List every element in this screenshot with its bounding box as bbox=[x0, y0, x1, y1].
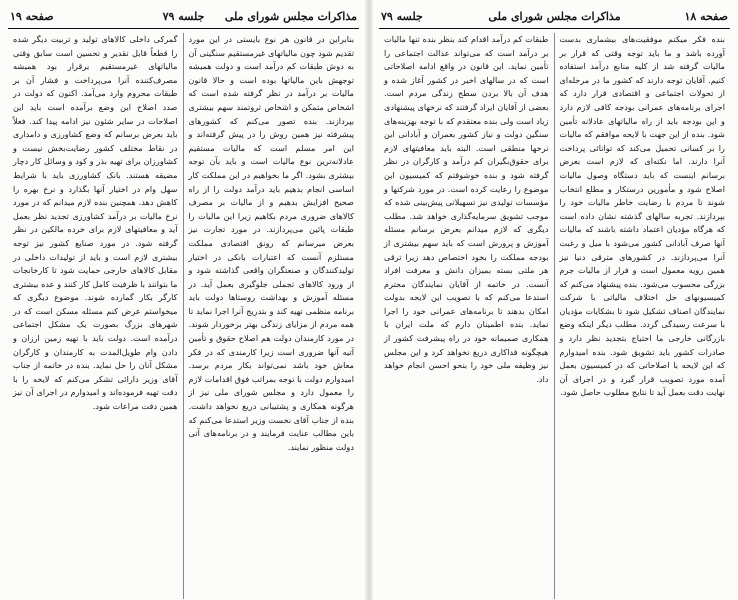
page-title: مذاکرات مجلس شورای ملی bbox=[488, 10, 621, 23]
column-text: بنابراین در قانون هر نوع بایستی در این مورد تقدیم شود چون مالیاتهای غیرمستقیم سنگینی آن به دوش طبقات کم درآمد است و دولت همیشه توجهش باین مالیاتها بوده است و حالا قانون مالیات بر درآمد در نظر گرفته شده است که اشخاص متمکن و اشخاص ثروتمند سهم بیشتری بپردازند. بنده تصور می‌کنم که کشورهای پیشرفته نیز همین روش را در پیش گرفته‌اند و این امر مسلم است که مالیات مستقیم عادلانه‌ترین نوع مالیات است و باید بآن توجه بیشتری بشود. اگر ما بخواهیم در این مملکت کار اساسی انجام بدهیم باید درآمد دولت را از راه صحیح افزایش بدهیم و از مالیات بر مصرف کالاهای ضروری مردم بکاهیم زیرا این مالیات را طبقات پائین می‌پردازند. در مورد تجارت نیز بعرض میرسانم که رونق اقتصادی مملکت مستلزم آنست که اعتبارات بانکی در اختیار تولیدکنندگان و صنعتگران واقعی گذاشته شود و از ورود کالاهای تجملی جلوگیری بعمل آید. در مسئله آموزش و بهداشت روستاها دولت باید برنامه منظمی تهیه کند و بتدریج آنرا اجرا نماید تا همه مردم از مزایای زندگی بهتر برخوردار شوند. در مورد کارمندان دولت هم اصلاح حقوق و تأمین آتیه آنها ضروری است زیرا کارمندی که در فکر معاش خود باشد نمی‌تواند بکار مردم برسد. امیدوارم دولت با توجه بمراتب فوق اقدامات لازم را معمول دارد و مجلس شورای ملی نیز از هرگونه همکاری و پشتیبانی دریغ نخواهد داشت. بنده از جناب آقای نخست وزیر استدعا می‌کنم که باین مطالب عنایت فرمایند و در برنامه‌های آتی دولت منظور نمایند. bbox=[188, 34, 354, 452]
text-column bbox=[8, 33, 184, 599]
column-text: گمرکی داخلی کالاهای تولید و تربیت دیگر شده را قطعاً قابل تقدیر و تحسین است سابق وقتی مالیاتهای غیرمستقیم برقرار بود همیشه مصرف‌کننده آنرا می‌پرداخت و فشار آن بر طبقات محروم وارد می‌آمد. اکنون که دولت در صدد اصلاح این وضع برآمده است باید این اصلاحات در سایر شئون نیز ادامه پیدا کند. فعلاً باید بعرض برسانم که وضع کشاورزی و دامداری در نقاط مختلف کشور رضایت‌بخش نیست و کشاورزان برای تهیه بذر و کود و وسائل کار دچار مضیقه هستند. بانک کشاورزی باید با شرایط سهل وام در اختیار آنها بگذارد و نرخ بهره را کاهش دهد. همچنین بنده لازم میدانم که در مورد نرخ مالیات بر درآمد کشاورزی تجدید نظر بعمل آید و معافیتهای لازم برای خرده مالکین در نظر گرفته شود. در مورد صنایع کشور نیز توجه بیشتری لازم است و باید از تولیدات داخلی در مقابل کالاهای خارجی حمایت شود تا کارخانجات ما بتوانند با ظرفیت کامل کار کنند و عده بیشتری کارگر بکار گمارده شوند. موضوع دیگری که میخواستم عرض کنم مسئله مسکن است که در شهرهای بزرگ بصورت یک مشکل اجتماعی درآمده است. دولت باید با تهیه زمین ارزان و دادن وام طویل‌المدت به کارمندان و کارگران مشکل آنان را حل نماید. بنده در خاتمه از جناب آقای وزیر دارائی تشکر می‌کنم که لایحه را با دقت تهیه فرموده‌اند و امیدوارم در اجرای آن نیز همین دقت مراعات شود. bbox=[13, 34, 178, 412]
right-page bbox=[369, 0, 738, 600]
page-number: صفحه ۱۹ bbox=[10, 10, 54, 23]
column-text: طبقات کم درآمد اقدام کند بنظر بنده تنها مالیات بر درآمد است که می‌تواند عدالت اجتماعی را تأمین نماید. این قانون در واقع ادامه اصلاحاتی است که در سالهای اخیر در کشور آغاز شده و هدف آن بالا بردن سطح زندگی مردم است. بعضی از آقایان ایراد گرفتند که نرخهای پیشنهادی زیاد است ولی بنده معتقدم که با توجه بهزینه‌های سنگین دولت و نیاز کشور بعمران و آبادانی این نرخها منطقی است. البته باید معافیتهای لازم برای حقوق‌بگیران کم درآمد و کارگران در نظر گرفته شود و بنده خوشوقتم که کمیسیون این موضوع را رعایت کرده است. در مورد شرکتها و مؤسسات تولیدی نیز تسهیلاتی پیش‌بینی شده که موجب تشویق سرمایه‌گذاری خواهد شد. مطلب دیگری که لازم میدانم بعرض برسانم مسئله آموزش و پرورش است که باید سهم بیشتری از بودجه مملکت را بخود اختصاص دهد زیرا ترقی هر ملتی بسته بمیزان دانش و معرفت افراد آنست. در خاتمه از آقایان نمایندگان محترم استدعا می‌کنم که با تصویب این لایحه بدولت امکان بدهند تا برنامه‌های عمرانی خود را اجرا نماید. بنده اطمینان دارم که ملت ایران با همکاری صمیمانه خود در راه پیشرفت کشور از هیچگونه فداکاری دریغ نخواهد کرد و این مجلس نیز وظیفه ملی خود را بنحو احسن انجام خواهد داد. bbox=[384, 34, 549, 384]
text-column bbox=[379, 33, 555, 599]
right-page-columns bbox=[379, 33, 730, 599]
left-page-columns bbox=[8, 33, 359, 599]
right-page-header bbox=[379, 6, 730, 29]
page-number: صفحه ۱۸ bbox=[684, 10, 728, 23]
session-number: جلسه ۷۹ bbox=[381, 10, 423, 23]
session-number: جلسه ۷۹ bbox=[162, 10, 205, 23]
left-page-header bbox=[8, 6, 359, 29]
column-text: بنده فکر میکنم موفقیت‌های بیشماری بدست آورده باشد و ما باید توجه وقتی که قرار بر مالیات گرفته شد از کلیه منابع درآمد استفاده کنیم. آقایان توجه دارند که کشور ما در مرحله‌ای از تحولات اجتماعی و اقتصادی قرار دارد که اجرای برنامه‌های عمرانی بودجه کافی لازم دارد و این بودجه باید از راه مالیاتهای عادلانه تأمین شود. بنده از این جهت با لایحه موافقم که مالیات را بر کسانی تحمیل می‌کند که توانائی پرداخت آنرا دارند. اما نکته‌ای که لازم است بعرض برسانم اینست که باید دستگاه وصول مالیات اصلاح شود و مأمورین درستکار و مطلع انتخاب شوند تا مردم با رضایت خاطر مالیات خود را بپردازند. تجربه سالهای گذشته نشان داده است که هرگاه مؤدیان اعتماد داشته باشند که مالیات آنها صرف آبادانی کشور می‌شود با میل و رغبت آنرا می‌پردازند. در کشورهای مترقی دنیا نیز همین رویه معمول است و فرار از مالیات جرم بزرگی محسوب می‌شود. بنده پیشنهاد می‌کنم که کمیسیونهای حل اختلاف مالیاتی با شرکت نمایندگان اصناف تشکیل شود تا بشکایات مؤدیان با سرعت رسیدگی گردد. مطلب دیگر اینکه وضع بازرگانی خارجی ما احتیاج بتجدید نظر دارد و صادرات کشور باید تشویق شود. بنده امیدوارم که این لایحه با اصلاحاتی که در کمیسیون بعمل آمده مورد تصویب قرار گیرد و در اجرای آن نهایت دقت بعمل آید تا نتایج مطلوب حاصل شود. bbox=[559, 34, 725, 398]
text-column bbox=[555, 33, 731, 599]
text-column bbox=[184, 33, 360, 599]
page-title: مذاکرات مجلس شورای ملی bbox=[224, 10, 357, 23]
